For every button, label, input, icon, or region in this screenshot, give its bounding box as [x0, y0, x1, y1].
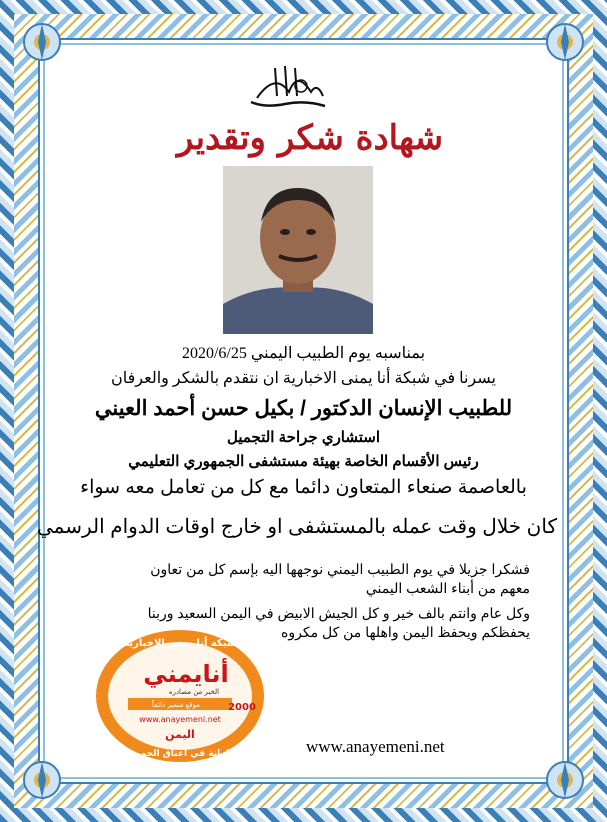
stamp-top-text: شبكة أنا يمني الإخبارية	[123, 638, 237, 649]
praise-line-2: كان خلال وقت عمله بالمستشفى او خارج اوقات الدوام الرسمي	[36, 516, 557, 538]
stamp-year: 2000	[228, 702, 256, 713]
occasion-line: بمناسبه يوم الطبيب اليمني 2020/6/25	[181, 345, 426, 362]
corner-ornament-icon	[543, 20, 587, 64]
position-line-1: استشاري جراحة التجميل	[226, 429, 381, 446]
stamp-slogan: الخبر من مصادره	[168, 688, 220, 696]
thanks-line-1: فشكرا جزيلا في يوم الطبيب اليمني نوجهها اليه بإسم كل من تعاون	[150, 561, 530, 577]
intro-line: يسرنا في شبكة أنا يمنى الاخبارية ان نتقدم بالشكر والعرفان	[111, 370, 496, 387]
organization-stamp	[90, 626, 270, 766]
wishes-line-2: يحفظكم ويحفظ اليمن واهلها من كل مكروه	[281, 624, 530, 640]
stamp-badge: موقع متميز دائماً	[152, 701, 200, 709]
corner-ornament-icon	[20, 758, 64, 802]
website-url: www.anayemeni.net	[306, 737, 445, 756]
calligraphy-logo	[245, 62, 331, 112]
stamp-country: اليمن	[165, 728, 195, 741]
corner-ornament-icon	[543, 758, 587, 802]
position-line-2: رئيس الأقسام الخاصة بهيئة مستشفى الجمهوري التعليمي	[128, 453, 479, 470]
honoree-photo	[223, 166, 373, 334]
corner-ornament-icon	[20, 20, 64, 64]
thanks-line-2: معهم من أبناء الشعب اليمني	[365, 580, 530, 596]
stamp-brand: أنايمني	[143, 660, 229, 688]
certificate-title: شهادة شكر وتقدير	[176, 118, 444, 158]
stamp-url: www.anayemeni.net	[139, 715, 221, 724]
stamp-motto: امانة في أعناق الجميع	[130, 749, 230, 759]
wishes-line-1: وكل عام وانتم بالف خير و كل الجيش الابيض في اليمن السعيد وربنا	[147, 605, 530, 621]
honoree-name: للطبيب الإنسان الدكتور / بكيل حسن أحمد العيني	[94, 397, 513, 420]
praise-line-1: بالعاصمة صنعاء المتعاون دائما مع كل من تعامل معه سواء	[80, 477, 527, 498]
thanks-paragraph	[120, 560, 530, 598]
